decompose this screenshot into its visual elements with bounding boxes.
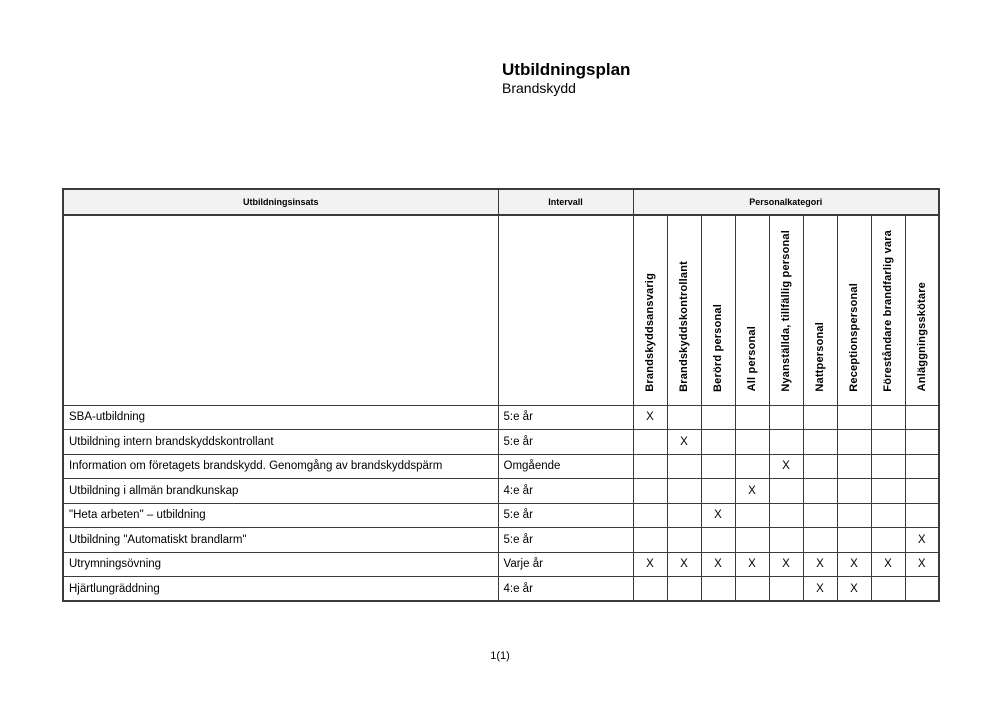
mark-cell	[871, 405, 905, 430]
mark-cell	[769, 503, 803, 528]
mark-cell: X	[735, 479, 769, 504]
category-header	[769, 215, 803, 405]
mark-cell	[871, 454, 905, 479]
mark-cell	[837, 454, 871, 479]
category-label: Brandskyddskontrollant	[678, 260, 690, 392]
mark-cell	[803, 405, 837, 430]
interval-value: Omgående	[498, 454, 633, 479]
mark-cell	[837, 528, 871, 553]
page-title: Utbildningsplan	[502, 60, 631, 79]
table-row	[63, 552, 939, 577]
mark-cell	[633, 528, 667, 553]
mark-cell	[905, 430, 939, 455]
category-header	[803, 215, 837, 405]
mark-cell	[769, 479, 803, 504]
category-header	[871, 215, 905, 405]
mark-cell	[837, 430, 871, 455]
course-name: Utrymningsövning	[63, 552, 498, 577]
mark-cell	[633, 430, 667, 455]
mark-cell: X	[837, 577, 871, 602]
mark-cell	[871, 528, 905, 553]
page-subtitle: Brandskydd	[502, 80, 576, 96]
interval-value: 5:e år	[498, 528, 633, 553]
mark-cell	[837, 503, 871, 528]
mark-cell	[633, 454, 667, 479]
header-activity: Utbildningsinsats	[63, 189, 498, 215]
table-row	[63, 528, 939, 553]
interval-value: Varje år	[498, 552, 633, 577]
category-label: Brandskyddsansvarig	[644, 272, 656, 392]
mark-cell	[633, 577, 667, 602]
mark-cell	[701, 430, 735, 455]
mark-cell	[769, 405, 803, 430]
mark-cell	[633, 503, 667, 528]
mark-cell	[871, 577, 905, 602]
empty-cell	[498, 215, 633, 405]
mark-cell: X	[871, 552, 905, 577]
mark-cell	[905, 577, 939, 602]
table-row	[63, 577, 939, 602]
mark-cell	[667, 454, 701, 479]
interval-value: 4:e år	[498, 577, 633, 602]
table-row	[63, 430, 939, 455]
category-label: Berörd personal	[712, 303, 724, 392]
category-label: Receptionspersonal	[848, 282, 860, 392]
course-name: Utbildning "Automatiskt brandlarm"	[63, 528, 498, 553]
course-name: Utbildning i allmän brandkunskap	[63, 479, 498, 504]
mark-cell	[803, 454, 837, 479]
mark-cell	[735, 454, 769, 479]
table-row	[63, 503, 939, 528]
mark-cell: X	[905, 552, 939, 577]
mark-cell	[905, 454, 939, 479]
interval-value: 5:e år	[498, 405, 633, 430]
mark-cell	[871, 479, 905, 504]
mark-cell	[905, 405, 939, 430]
mark-cell	[701, 405, 735, 430]
category-header	[735, 215, 769, 405]
interval-value: 5:e år	[498, 430, 633, 455]
title-block	[502, 60, 630, 97]
table-row	[63, 405, 939, 430]
mark-cell: X	[769, 454, 803, 479]
table-row	[63, 454, 939, 479]
header-personnel-group: Personalkategori	[633, 189, 939, 215]
mark-cell	[701, 479, 735, 504]
training-plan-table	[62, 188, 940, 602]
mark-cell: X	[701, 503, 735, 528]
mark-cell: X	[667, 552, 701, 577]
page-number: 1(1)	[490, 650, 510, 662]
mark-cell	[735, 503, 769, 528]
course-name: Information om företagets brandskydd. Genomgång av brandskyddspärm	[63, 454, 498, 479]
mark-cell	[837, 479, 871, 504]
mark-cell: X	[803, 577, 837, 602]
interval-value: 5:e år	[498, 503, 633, 528]
mark-cell: X	[735, 552, 769, 577]
mark-cell	[905, 503, 939, 528]
mark-cell	[633, 479, 667, 504]
category-header	[633, 215, 667, 405]
mark-cell	[701, 454, 735, 479]
mark-cell	[735, 577, 769, 602]
course-name: "Heta arbeten" – utbildning	[63, 503, 498, 528]
mark-cell	[803, 430, 837, 455]
mark-cell	[769, 430, 803, 455]
mark-cell	[803, 528, 837, 553]
category-header	[701, 215, 735, 405]
mark-cell	[735, 405, 769, 430]
mark-cell: X	[905, 528, 939, 553]
mark-cell	[667, 528, 701, 553]
mark-cell: X	[803, 552, 837, 577]
table-header-row	[63, 189, 939, 215]
interval-value: 4:e år	[498, 479, 633, 504]
mark-cell: X	[769, 552, 803, 577]
mark-cell	[667, 405, 701, 430]
empty-cell	[63, 215, 498, 405]
category-header	[667, 215, 701, 405]
category-label: Nyanställda, tillfällig personal	[780, 229, 792, 392]
mark-cell	[735, 528, 769, 553]
mark-cell: X	[701, 552, 735, 577]
mark-cell	[769, 528, 803, 553]
mark-cell: X	[667, 430, 701, 455]
category-label: Nattpersonal	[814, 321, 826, 392]
mark-cell	[905, 479, 939, 504]
mark-cell	[871, 503, 905, 528]
category-label: All personal	[746, 326, 758, 392]
mark-cell	[701, 577, 735, 602]
mark-cell	[667, 479, 701, 504]
mark-cell: X	[633, 552, 667, 577]
mark-cell	[701, 528, 735, 553]
mark-cell: X	[837, 552, 871, 577]
category-header	[905, 215, 939, 405]
category-label: Föreståndare brandfarlig vara	[882, 229, 894, 392]
category-header	[837, 215, 871, 405]
category-label: Anläggningsskötare	[915, 282, 928, 392]
mark-cell	[803, 503, 837, 528]
mark-cell	[667, 577, 701, 602]
course-name: SBA-utbildning	[63, 405, 498, 430]
course-name: Utbildning intern brandskyddskontrollant	[63, 430, 498, 455]
mark-cell	[871, 430, 905, 455]
course-name: Hjärtlungräddning	[63, 577, 498, 602]
mark-cell	[667, 503, 701, 528]
table-row	[63, 479, 939, 504]
mark-cell	[837, 405, 871, 430]
category-header-row	[63, 215, 939, 405]
header-interval: Intervall	[498, 189, 633, 215]
mark-cell	[803, 479, 837, 504]
mark-cell	[735, 430, 769, 455]
mark-cell	[769, 577, 803, 602]
mark-cell: X	[633, 405, 667, 430]
